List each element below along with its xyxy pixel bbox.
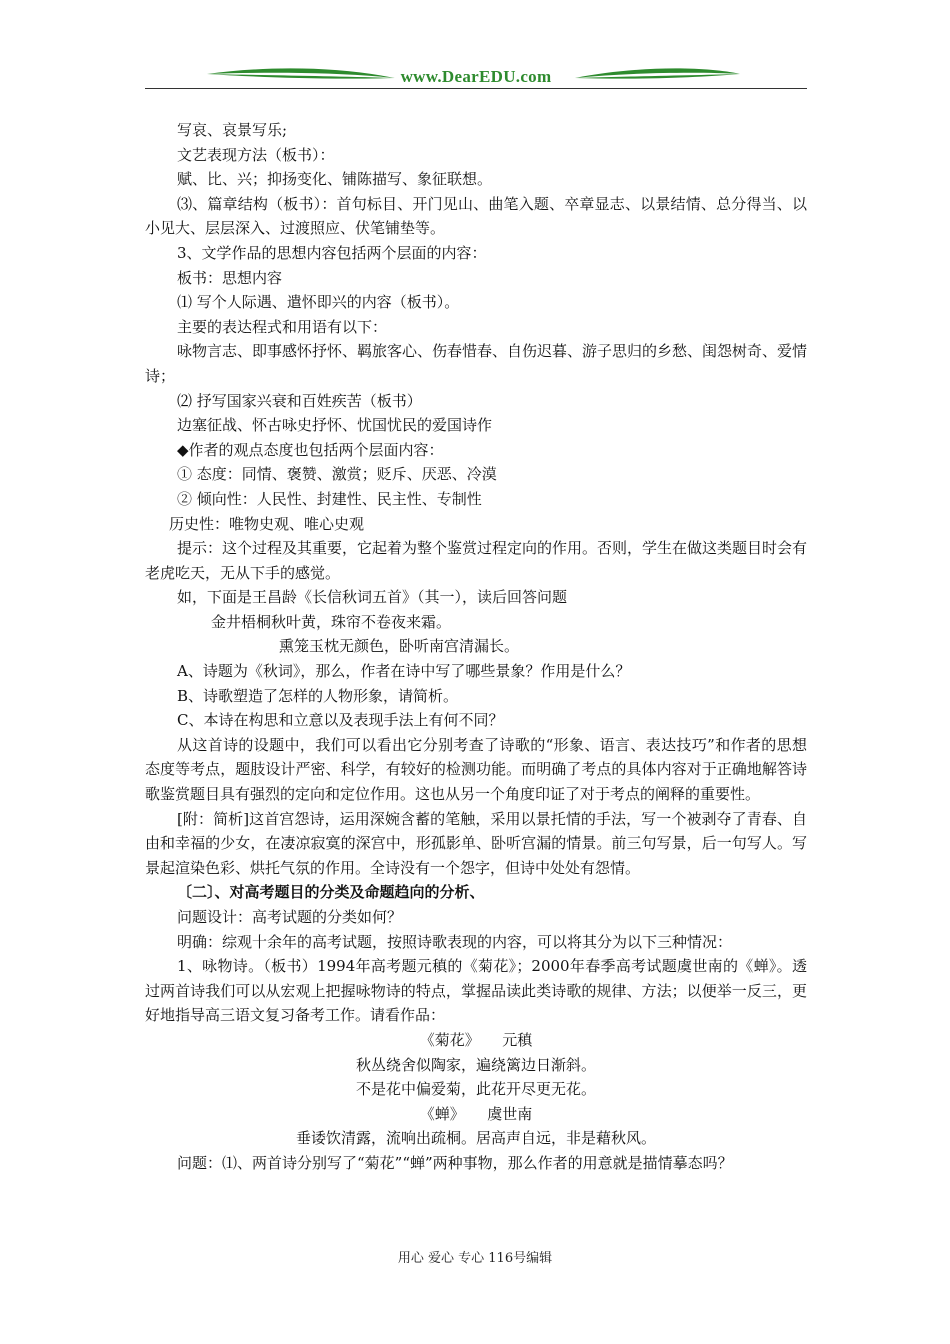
paragraph: 写哀、哀景写乐; [177,121,288,139]
paragraph: 咏物言志、即事感怀抒怀、羁旅客心、伤春惜春、自伤迟暮、游子思归的乡愁、闺怨树奇、爱情诗； [145,342,808,385]
paragraph: 主要的表达程式和用语有以下： [177,317,388,336]
site-url: www.DearEDU.com [400,67,552,86]
poem-line: 熏笼玉枕无颜色，卧听南宫清漏长。 [279,637,520,656]
question-a: A、诗题为《秋词》，那么，作者在诗中写了哪些景象？作用是什么？ [177,662,631,681]
paragraph: 问题设计：高考试题的分类如何？ [177,908,403,926]
document-body [145,118,807,1176]
paragraph: ⑶、篇章结构（板书）：首句标目、开门见山、曲笔入题、卒章显志、以景结情、总分得当、以小见大、层层深入、过渡照应、伏笔铺垫等。 [145,194,807,238]
poem-line: 秋丛绕舍似陶家，遍绕篱边日渐斜。 [355,1055,596,1074]
paragraph: 历史性：唯物史观、唯心史观 [169,514,365,533]
paragraph: ② 倾向性：人民性、封建性、民主性、专制性 [177,489,482,508]
paragraph: 文艺表现方法（板书）： [177,145,335,164]
paragraph: ⑴ 写个人际遇、遣怀即兴的内容（板书）。 [177,293,460,312]
question-b: B、诗歌塑造了怎样的人物形象，请简析。 [177,686,459,705]
paragraph: 1、咏物诗。（板书）1994年高考题元稹的《菊花》；2000年春季高考试题虞世南的《蝉》。透过两首诗我们可以从宏观上把握咏物诗的特点，掌握品读此类诗歌的规律、方法；以便举一反三，更好地指导高三语文复习备考工作。请看作品： [145,957,807,1025]
poem-line: 垂诿饮清露，流响出疏桐。居高声自远，非是藉秋风。 [295,1129,656,1148]
paragraph: 问题：⑴、两首诗分别写了“菊花”“蝉”两种事物，那么作者的用意就是描情摹态吗？ [177,1153,733,1172]
paragraph: ◆作者的观点态度也包括两个层面内容： [177,440,444,459]
paragraph: 提示：这个过程及其重要，它起着为整个鉴赏过程定向的作用。否则，学生在做这类题目时会有老虎吃天，无从下手的感觉。 [145,539,808,582]
poem-line: 金井梧桐秋叶黄，珠帘不卷夜来霜。 [211,612,452,631]
poem-title: 《蝉》 虞世南 [419,1104,533,1123]
paragraph: 板书：思想内容 [177,268,283,287]
paragraph: 赋、比、兴；抑扬变化、铺陈描写、象征联想。 [177,170,493,189]
paragraph: [附：简析]这首宫怨诗，运用深婉含蓄的笔触，采用以景托情的手法，写一个被剥夺了青春、自由和幸福的少女，在凄凉寂寞的深宫中，形孤影单、卧听宫漏的情景。前三句写景，后一句写人。写景起渲染色彩、烘托气氛的作用。全诗没有一个怨字，但诗中处处有怨情。 [145,809,807,877]
paragraph: 从这首诗的设题中，我们可以看出它分别考查了诗歌的“形象、语言、表达技巧”和作者的思想态度等考点，题肢设计严密、科学，有较好的检测功能。而明确了考点的具体内容对于正确地解答诗歌鉴赏题目具有强烈的定向和定位作用。这也从另一个角度印证了对于考点的阐释的重要性。 [145,735,807,804]
section-heading: 〔二〕、对高考题目的分类及命题趋向的分析、 [177,883,485,902]
question-c: C、本诗在构思和立意以及表现手法上有何不同？ [177,711,504,730]
paragraph: 3、文学作品的思想内容包括两个层面的内容： [177,243,487,262]
paragraph: 如，下面是王昌龄《长信秋词五首》（其一），读后回答问题 [177,588,568,607]
poem-line: 不是花中偏爱菊，此花开尽更无花。 [355,1080,596,1099]
poem-title: 《菊花》 元稹 [419,1030,533,1049]
paragraph: 明确：综观十余年的高考试题，按照诗歌表现的内容，可以将其分为以下三种情况： [177,932,733,951]
paragraph: 边塞征战、怀古咏史抒怀、忧国忧民的爱国诗作 [177,416,493,435]
paragraph: ① 态度：同情、褒赞、激赏；贬斥、厌恶、冷漠 [177,465,497,484]
header-divider [145,88,807,89]
page-footer: 用心 爱心 专心 116号编辑 [397,1251,553,1266]
paragraph: ⑵ 抒写国家兴衰和百姓疾苦（板书） [177,391,422,410]
